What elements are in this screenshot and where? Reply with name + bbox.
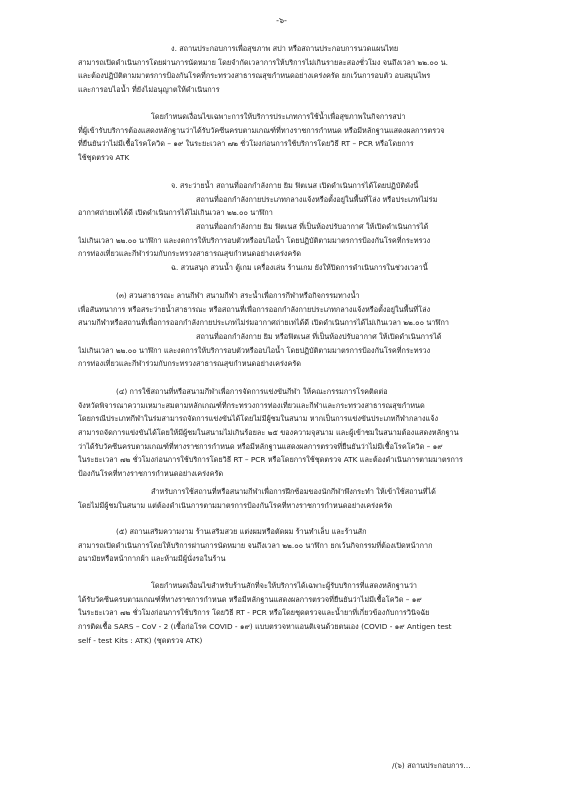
text-line: สถานที่ออกกำลังกายประเภทกลางแจ้งหรือตั้งอยู่ในพื้นที่โล่ง หรือประเภทไม่ร่ม	[196, 195, 438, 204]
text-line: สามารถเปิดดำเนินการโดยให้บริการผ่านการนัดหมาย จนถึงเวลา ๒๒.๐๐ นาฬิกา ยกเว้นกิจกรรมที่ต้องเปิดหน้ากาก	[78, 541, 433, 550]
text-line: ป้องกันโรคที่ทางราชการกำหนดอย่างเคร่งครัด	[78, 469, 224, 478]
text-line: สามารถเปิดดำเนินการโดยผ่านการนัดหมาย โดยจำกัดเวลาการให้บริการไม่เกินรายละสองชั่วโมง จนถึงเวลา ๒๒.๐๐ น.	[78, 58, 448, 67]
text-line: จังหวัดพิจารณาความเหมาะสมตามหลักเกณฑ์ที่กระทรวงการท่องเที่ยวและกีฬาและกระทรวงสาธารณสุขกำหนด	[78, 401, 425, 410]
text-line: สำหรับการใช้สถานที่หรือสนามกีฬาเพื่อการฝึกซ้อมของนักกีฬาพึงกระทำ ให้เข้าใช้สถานที่ได้	[151, 487, 436, 496]
page-number: -๖-	[276, 16, 287, 25]
text-line: และต้องปฏิบัติตามมาตรการป้องกันโรคที่กระทรวงสาธารณสุขกำหนดอย่างเคร่งครัด ยกเว้นการอบตัว อบสมุนไพร	[78, 71, 431, 80]
text-line: โดยไม่มีผู้ชมในสนาม แต่ต้องดำเนินการตามมาตรการป้องกันโรคที่ทางราชการกำหนดอย่างเคร่งครัด	[78, 501, 393, 510]
text-line: ในระยะเวลา ๗๒ ชั่วโมงก่อนการใช้บริการ โดยวิธี RT - PCR หรือโดยชุดตรวจและน้ำยาที่เกี่ยวข้องกับการวินิจฉัย	[78, 608, 430, 617]
text-line: โดยกำหนดเงื่อนไขสำหรับร้านสักที่จะให้บริการได้เฉพาะผู้รับบริการที่แสดงหลักฐานว่า	[151, 581, 418, 590]
text-line: สถานที่ออกกำลังกาย ยิม หรือฟิตเนส ที่เป็นห้องปรับอากาศ ให้เปิดดำเนินการได้	[196, 332, 442, 341]
text-line: สถานที่ออกกำลังกาย ยิม ฟิตเนส ที่เป็นห้องปรับอากาศ ให้เปิดดำเนินการได้	[196, 222, 429, 231]
text-line: ในระยะเวลา ๗๒ ชั่วโมงก่อนการใช้บริการโดยวิธี RT – PCR หรือโดยการใช้ชุดตรวจ ATK และต้องดำเนินการตามมาตรการ	[78, 455, 463, 464]
text-line: โดยกำหนดเงื่อนไขเฉพาะการให้บริการประเภทการใช้น้ำเพื่อสุขภาพในกิจการสปา	[151, 112, 406, 121]
text-line: จ. สระว่ายน้ำ สถานที่ออกกำลังกาย ยิม ฟิตเนส เปิดดำเนินการได้โดยปฏิบัติดังนี้	[171, 181, 419, 190]
text-line: ใช้ชุดตรวจ ATK	[78, 153, 130, 162]
text-line: (๕) สถานเสริมความงาม ร้านเสริมสวย แต่งผมหรือตัดผม ร้านทำเล็บ และร้านสัก	[116, 527, 367, 536]
text-line: ที่ผู้เข้ารับบริการต้องแสดงหลักฐานว่าได้รับวัคซีนครบตามเกณฑ์ที่ทางราชการกำหนด หรือมีหลักฐานแสดงผลการตรวจ	[78, 126, 445, 135]
text-line: การท่องเที่ยวและกีฬาร่วมกับกระทรวงสาธารณสุขกำหนดอย่างเคร่งครัด	[78, 359, 301, 368]
text-line: ได้รับวัคซีนครบตามเกณฑ์ที่ทางราชการกำหนด หรือมีหลักฐานแสดงผลการตรวจที่ยืนยันว่าไม่มีเชื้อโควิด – ๑๙	[78, 595, 422, 604]
text-line: ฉ. สวนสนุก สวนน้ำ ตู้เกม เครื่องเล่น ร้านเกม ยังให้ปิดการดำเนินการในช่วงเวลานี้	[171, 263, 428, 272]
text-line: (๔) การใช้สถานที่หรือสนามกีฬาเพื่อการจัดการแข่งขันกีฬา ให้คณะกรรมการโรคติดต่อ	[116, 387, 388, 396]
text-line: โดยกรณีประเภทกีฬาในร่มสามารถจัดการแข่งขันได้โดยไม่มีผู้ชมในสนาม หากเป็นการแข่งขันประเภทกีฬากลางแจ้ง	[78, 414, 439, 423]
text-line: (๓) สวนสาธารณะ ลานกีฬา สนามกีฬา สระน้ำเพื่อการกีฬาหรือกิจกรรมทางน้ำ	[116, 291, 360, 300]
text-line: เพื่อสันทนาการ หรือสระว่ายน้ำสาธารณะ หรือสถานที่เพื่อการออกกำลังกายประเภทกลางแจ้งหรือตั้งอยู่ในพื้นที่โล่ง	[78, 305, 431, 314]
text-line: ง. สถานประกอบการเพื่อสุขภาพ สปา หรือสถานประกอบการนวดแผนไทย	[171, 44, 399, 53]
text-line: การติดเชื้อ SARS – CoV - 2 (เชื้อก่อโรค COVID - ๑๙) แบบตรวจหาแอนติเจนด้วยตนเอง (COVID - ๑๙ Antigen test	[78, 622, 452, 631]
text-line: อากาศถ่ายเทได้ดี เปิดดำเนินการได้ไม่เกินเวลา ๒๒.๐๐ นาฬิกา	[78, 208, 273, 217]
continuation-note: /(๖) สถานประกอบการ…	[392, 761, 471, 770]
text-line: การท่องเที่ยวและกีฬาร่วมกับกระทรวงสาธารณสุขกำหนดอย่างเคร่งครัด	[78, 249, 301, 258]
text-line: สนามกีฬาหรือสถานที่เพื่อการออกกำลังกายประเภทไม่ร่มอากาศถ่ายเทได้ดี เปิดดำเนินการได้ไม่เกินเวลา ๒๒.๐๐ นาฬิกา	[78, 318, 449, 327]
text-line: ไม่เกินเวลา ๒๒.๐๐ นาฬิกา และงดการให้บริการอบตัวหรืออบไอน้ำ โดยปฏิบัติตามมาตรการป้องกันโรคที่กระทรวง	[78, 236, 431, 245]
text-line: สามารถจัดการแข่งขันได้โดยให้มีผู้ชมในสนามไม่เกินร้อยละ ๒๕ ของความจุสนาม และผู้เข้าชมในสนามต้องแสดงหลักฐาน	[78, 428, 459, 437]
text-line: อนามัยหรือหน้ากากผ้า และห้ามมีผู้นั่งรอในร้าน	[78, 554, 226, 563]
text-line: ว่าได้รับวัคซีนครบตามเกณฑ์ที่ทางราชการกำหนด หรือมีหลักฐานแสดงผลการตรวจที่ยืนยันว่าไม่มีเชื้อโรคโควิด – ๑๙	[78, 442, 443, 451]
text-line: ที่ยืนยันว่าไม่มีเชื้อโรคโควิด – ๑๙ ในระยะเวลา ๗๒ ชั่วโมงก่อนการใช้บริการโดยวิธี RT – PCR หรือโดยการ	[78, 139, 414, 148]
text-line: ไม่เกินเวลา ๒๒.๐๐ นาฬิกา และงดการให้บริการอบตัวหรืออบไอน้ำ โดยปฏิบัติตามมาตรการป้องกันโรคที่กระทรวง	[78, 346, 431, 355]
text-line: และการอบไอน้ำ ที่ยังไม่อนุญาตให้ดำเนินการ	[78, 85, 220, 94]
text-line: self - test Kits : ATK) (ชุดตรวจ ATK)	[78, 636, 203, 645]
